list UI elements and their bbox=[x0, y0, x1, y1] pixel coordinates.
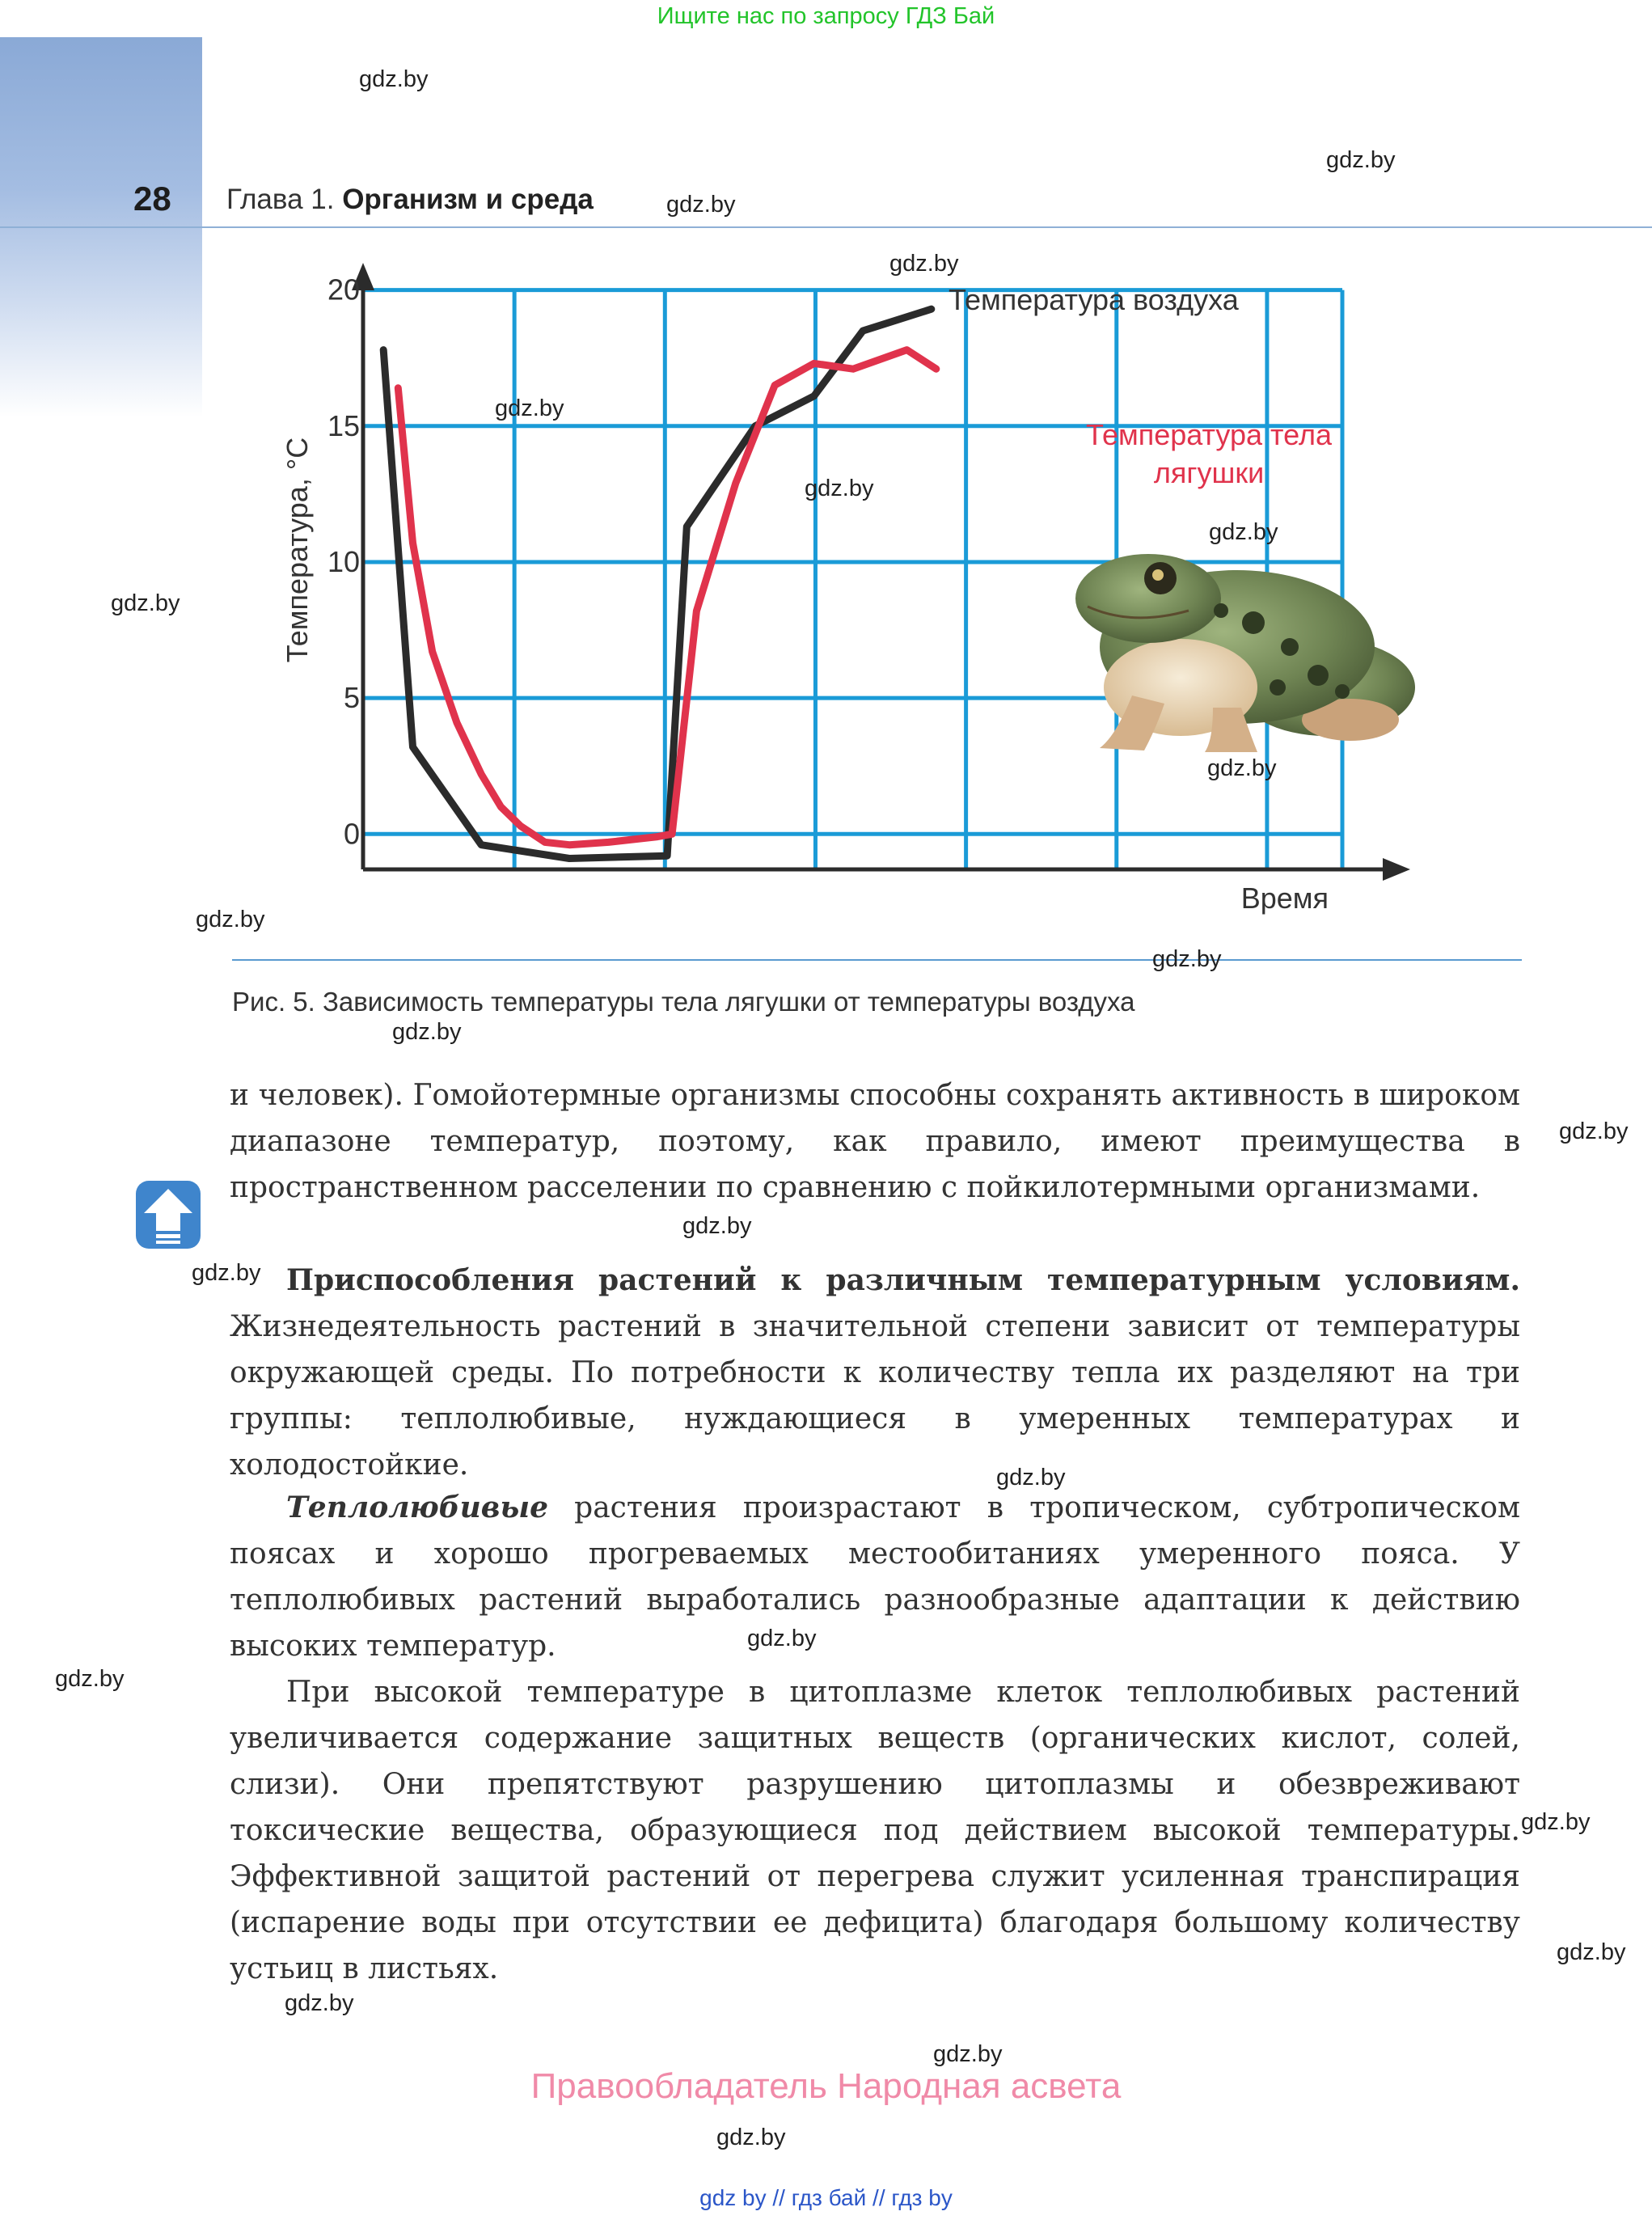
footer-links[interactable]: gdz by // гдз бай // гдз by bbox=[699, 2185, 953, 2210]
watermark: gdz.by bbox=[1209, 519, 1278, 545]
figure-rule bbox=[232, 959, 1522, 961]
x-axis-label: Время bbox=[1240, 882, 1329, 915]
watermark: gdz.by bbox=[359, 66, 429, 92]
paragraph-homoiotherm bbox=[230, 1072, 1520, 1211]
x-axis-arrow bbox=[1383, 858, 1410, 881]
watermark: gdz.by bbox=[1152, 946, 1222, 972]
chapter-title bbox=[226, 184, 594, 216]
search-banner[interactable]: Ищите нас по запросу ГДЗ Бай bbox=[657, 3, 995, 29]
paragraph-2 bbox=[230, 1258, 1520, 1488]
paragraph-high-temperature bbox=[230, 1669, 1520, 1992]
copyright-notice: Правообладатель Народная асвета bbox=[530, 2066, 1122, 2106]
header-rule bbox=[0, 226, 1652, 228]
paragraph-thermophiles bbox=[230, 1485, 1520, 1669]
paragraph-2-text: Жизнедеятельность растений в значительной степени зависит от температуры окружающей среды. По потребности к количеству тепла их разделяют на три группы: теплолюбивые, нуждающиеся в умеренных температурах и холодостойкие. bbox=[230, 1310, 1520, 1482]
watermark: gdz.by bbox=[495, 395, 564, 421]
y-tick-label: 0 bbox=[343, 817, 360, 851]
series-line-air bbox=[383, 309, 932, 858]
watermark: gdz.by bbox=[55, 1666, 125, 1692]
y-tick-labels bbox=[327, 273, 360, 851]
watermark: gdz.by bbox=[933, 2041, 1003, 2067]
watermark: gdz.by bbox=[1559, 1118, 1629, 1144]
paragraph-3-text: растения произрастают в тропическом, субтропическом поясах и хорошо прогреваемых местообитаниях умеренного пояса. У теплолюбивых растений выработались разнообразные адаптации к действию высоких температур. bbox=[230, 1491, 1520, 1663]
watermark: gdz.by bbox=[392, 1019, 462, 1045]
watermark: gdz.by bbox=[1326, 147, 1396, 173]
home-upload-icon[interactable] bbox=[136, 1181, 201, 1249]
watermark: gdz.by bbox=[666, 192, 736, 218]
frog-temperature-label-line2: лягушки bbox=[1153, 456, 1265, 489]
y-tick-label: 15 bbox=[327, 408, 360, 442]
watermark: gdz.by bbox=[682, 1213, 752, 1239]
chapter-prefix: Глава 1. bbox=[226, 184, 335, 215]
watermark: gdz.by bbox=[805, 476, 874, 501]
paragraph-plants bbox=[230, 1258, 1520, 1488]
figure-caption: Рис. 5. Зависимость температуры тела лягушки от температуры воздуха bbox=[232, 987, 1135, 1017]
frog-illustration bbox=[1075, 554, 1415, 752]
watermark: gdz.by bbox=[1557, 1939, 1626, 1965]
paragraph-4: При высокой температуре в цитоплазме клеток теплолюбивых растений увеличивается содержание защитных веществ (органических кислот, солей, слизи). Они препятствуют разрушению цитоплазмы и обезвреживают токсические вещества, образующиеся под действием высокой температуры. Эффективной защитой растений от перегрева служит усиленная транспирация (испарение воды при отсутствии ее дефицита) благодаря большому количеству устьиц в листьях. bbox=[230, 1676, 1520, 1985]
section-heading: Приспособления растений к различным температурным условиям. bbox=[286, 1263, 1520, 1297]
page-number: 28 bbox=[133, 180, 171, 218]
frog-temperature-label-line1: Температура тела bbox=[1086, 418, 1332, 451]
y-tick-label: 20 bbox=[327, 273, 360, 307]
watermark: gdz.by bbox=[716, 2125, 786, 2150]
watermark: gdz.by bbox=[196, 907, 265, 932]
y-axis-label: Температура, °C bbox=[281, 437, 314, 663]
term-thermophilic: Теплолюбивые bbox=[286, 1490, 548, 1524]
watermark: gdz.by bbox=[996, 1465, 1066, 1490]
paragraph-1: и человек). Гомойотермные организмы способны сохранять активность в широком диапазоне температур, поэтому, как правило, имеют преимущества в пространственном расселении по сравнению с пойкилотермными организмами. bbox=[230, 1079, 1520, 1204]
y-tick-label: 5 bbox=[343, 681, 360, 715]
chapter-name: Организм и среда bbox=[342, 184, 594, 215]
watermark: gdz.by bbox=[1207, 755, 1277, 781]
paragraph-3 bbox=[230, 1485, 1520, 1669]
y-tick-label: 10 bbox=[327, 544, 360, 578]
watermark: gdz.by bbox=[747, 1626, 817, 1651]
watermark: gdz.by bbox=[111, 590, 180, 616]
air-temperature-label: Температура воздуха bbox=[949, 283, 1239, 316]
watermark: gdz.by bbox=[285, 1990, 354, 2016]
watermark: gdz.by bbox=[1521, 1809, 1591, 1835]
watermark: gdz.by bbox=[889, 251, 959, 277]
chart-series bbox=[383, 309, 936, 858]
watermark: gdz.by bbox=[192, 1260, 261, 1286]
temperature-chart bbox=[267, 255, 1431, 950]
